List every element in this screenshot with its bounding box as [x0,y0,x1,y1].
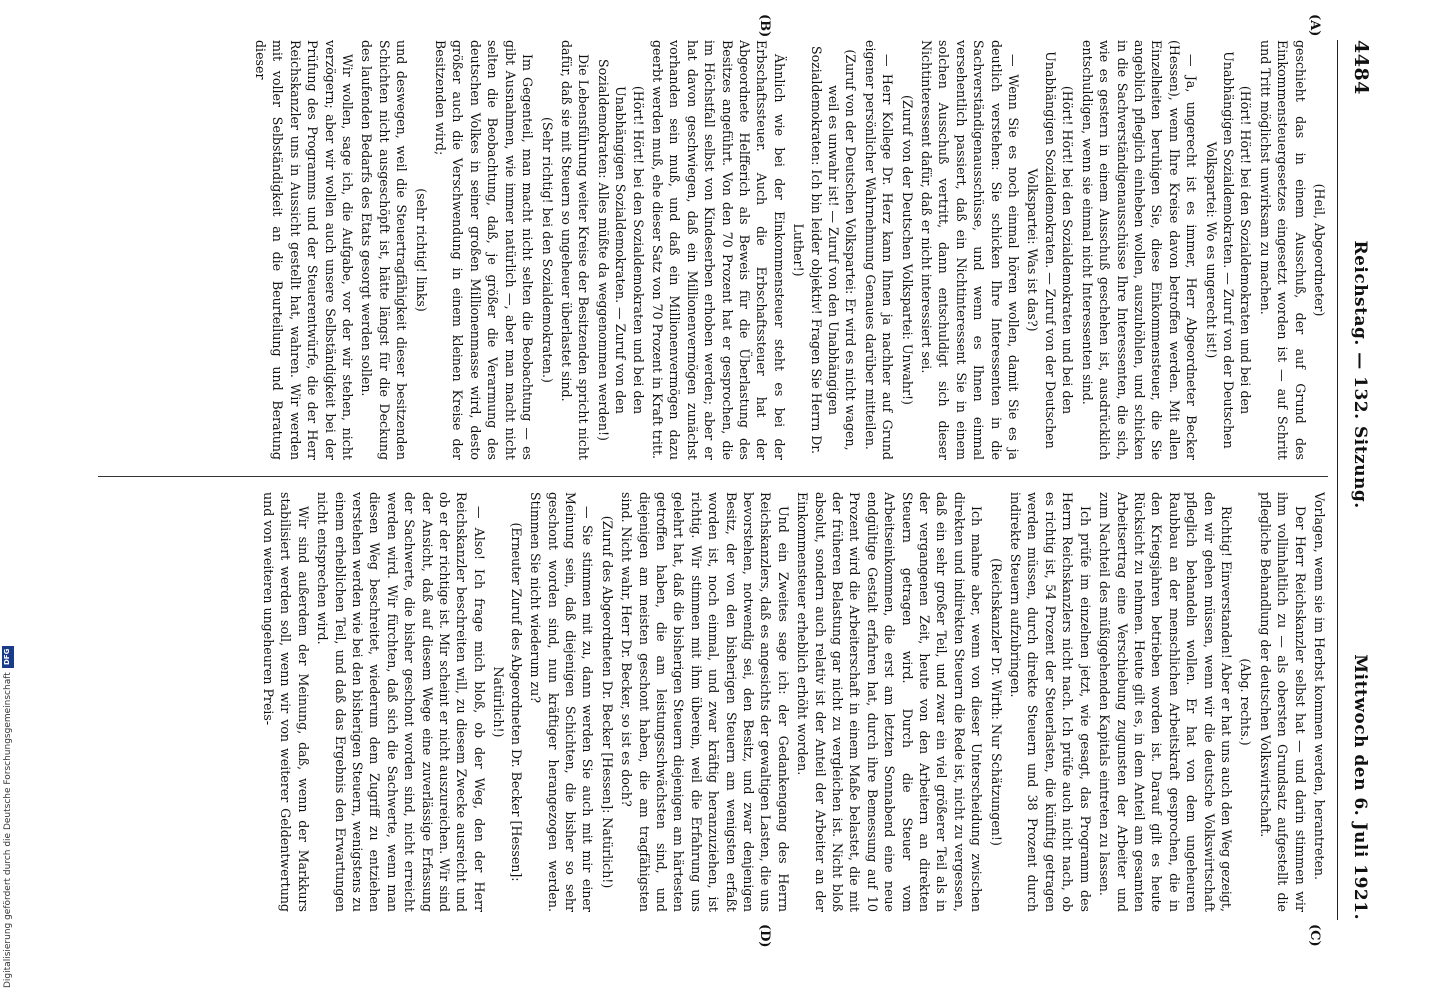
right-column [88,492,1328,912]
paragraph: (Heil, Abgeordneter) [1312,183,1327,317]
margin-marker-b: (B) [757,14,772,38]
paragraph: (Reichskanzler Dr. Wirth: Nur Schätzungen!) [988,558,1004,846]
paragraph: Vorlagen, wenn sie im Herbst kommen werden, herantreten. [1312,492,1327,881]
paragraph: (Erneuter Zuruf des Abgeordneten Dr. Becker [Hessen]: Natürlich!) [491,522,524,882]
margin-marker-a: (A) [1307,14,1322,37]
page-date: Mittwoch den 6. Juli 1921. [1350,654,1370,920]
paragraph: Und ein Zweites sage ich: der Gedankengang des Herrn Reichskanzlers, daß es angesichts der gewaltigen Lasten, die uns bevorstehen, notwendig sei, den Besitz, und zwar denjenigen Besitz, der von den bisherigen Steuern am wenigsten erfaßt worden ist, noch einmal, und zwar kräftig heranzuziehen, ist richtig. Wir stimmen mit ihm überein, weil die Erfahrung uns gelehrt hat, daß die bisherigen Steuern diejenigen am härtesten getroffen haben, die am leistungsschwächsten sind, und diejenigen am meisten geschont haben, die am tragfähigsten sind. Nicht wahr, Herr Dr. Becker, so ist es doch? [619,492,791,912]
credit-text: Digitalisierung gefördert durch die Deutsche Forschungsgemeinschaft [3,672,13,988]
left-column [88,40,1328,460]
rotated-page [82,14,1372,948]
paragraph: und deswegen, weil die Steuertragfähigkeit dieser besitzenden Schichten nicht ausgeschöpft ist, hätte längst für die Deckung des laufenden Bedarfs des Etats gesorgt werden sollen. [359,40,410,460]
page-header [1337,40,1372,920]
paragraph: (Hört! Hört! bei den Sozialdemokraten und bei den Unabhängigen Sozialdemokraten. — Zuruf von den Sozialdemokraten: Alles müßte da weggenommen werden!) [595,59,646,441]
paragraph: (Hört! Hört! bei den Sozialdemokraten und bei den Unabhängigen Sozialdemokraten. — Zuruf von der Deutschen Volkspartei: Was ist das?) [1025,51,1076,449]
paragraph: (Zuruf von der Deutschen Volkspartei: Er wird es nicht wagen, weil es unwahr ist! — Zuruf von den Unabhängigen Sozialdemokraten: Ich bin leider objektiv! Fragen Sie Herrn Dr. Luther!) [791,45,859,455]
paragraph: — Also! Ich frage mich bloß, ob der Weg, den der Herr Reichskanzler beschreiten will, zu diesem Zwecke ausreicht und ob er der richtige ist. Mir scheint er nicht auszureichen. Wir sind der Ansicht, daß auf diesem Wege eine zuverlässige Erfassung der Sachwerte, die bisher geschont worden sind, nicht erreicht werden wird. Wir fürchten, daß sich die Sachwerte, wenn man diesen Weg beschreitet, wiederum dem Zugriff zu entziehen verstehen werden wie bei den bisherigen Steuern, wenigstens zu einem erheblichen Teil, und daß das Ergebnis den Erwartungen nicht entsprechen wird. [315,492,487,912]
paragraph: Der Herr Reichskanzler selbst hat — und darin stimmen wir ihm vollinhaltlich zu — als obersten Grundsatz aufgestellt die pflegliche Behandlung der deutschen Volkswirtschaft. [1257,492,1308,912]
paragraph: (Zuruf des Abgeordneten Dr. Becker [Hessen]: Natürlich!) [599,515,615,889]
digitization-credit [2,608,14,988]
margin-marker-c: (C) [1307,924,1322,947]
paragraph: (Hört! Hört! bei den Sozialdemokraten und bei den Unabhängigen Sozialdemokraten. — Zuruf von der Deutschen Volkspartei: Wo es ungerecht ist!) [1203,51,1254,449]
margin-marker-d: (D) [757,924,772,948]
paragraph: Wir sind außerdem der Meinung, daß, wenn der Markkurs stabilisiert werden soll, wenn wir von weiterer Geldentwertung und von weiteren ungeheuren Preis- [261,492,311,912]
paragraph: (Zuruf von der Deutschen Volkspartei: Unwahr!) [899,95,915,405]
paragraph: Wir wollen, sage ich, die Aufgabe, vor der wir stehen, nicht verzögern; aber wir wollen auch unsere Selbständigkeit bei der Prüfung des Programms und der Steuerentwürfe, die der Herr Reichskanzler uns in Aussicht gestellt hat, wahren. Wir werden mit voller Selbständigkeit an die Beurteilung und Beratung dieser [253,40,356,460]
paragraph: — Sie stimmen mit zu, dann werden Sie auch mit mir einer Meinung sein, daß diejenigen Schichten, die bisher so sehr geschont worden sind, nun kräftiger herangezogen werden. Stimmen Sie nicht wiederum zu? [528,492,596,912]
paragraph: Im Gegenteil, man macht nicht selten die Beobachtung — es gibt Ausnahmen, wie immer natürlich —, aber man macht nicht selten die Beobachtung, daß, je größer die Verarmung des deutschen Volkes in seiner großen Millionenmasse wird, desto größer auch die Verschwendung in einem kleinen Kreise der Besitzenden wird; [433,40,536,460]
paragraph: — Herr Kollege Dr. Herz kann Ihnen ja nachher auf Grund eigener persönlicher Wahrnehmung Genaues darüber mitteilen. [862,40,896,460]
column-divider [98,476,1328,477]
dfg-logo-icon: DFG [2,646,14,668]
paragraph: Richtig! Einverstanden! Aber er hat uns auch den Weg gezeigt, den wir gehen müssen, wenn wir die deutsche Volkswirtschaft pfleglich behandeln wollen. Er hat von dem ungeheuren Raubbau an der menschlichen Arbeitskraft gesprochen, die in den Kriegsjahren betrieben worden ist. Darauf gilt es heute Rücksicht zu nehmen. Heute gilt es, in dem Anteil am gesamten Arbeitsertrag eine Verschiebung zugunsten der Arbeiter und zum Nachteil des müßiggehenden Kapitals eintreten zu lassen. [1097,492,1234,912]
paragraph: Ich mahne aber, wenn von dieser Unterscheidung zwischen direkten und indirekten Steuern die Rede ist, nicht zu vergessen, daß ein sehr großer Teil, und zwar ein viel größerer Teil als in der vergangenen Zeit, heute von den Arbeitern an direkten Steuern getragen wird. Durch die Steuer vom Arbeitseinkommen, die erst am letzten Sonnabend eine neue endgültige Gestalt erfahren hat, durch ihre Bemessung auf 10 Prozent wird die Arbeiterschaft in einem Maße belastet, die mit der früheren Belastung gar nicht zu vergleichen ist. Nicht bloß absolut, sondern auch relativ ist der Anteil der Arbeiter an der Einkommensteuer erheblich erhöht worden. [795,492,985,912]
page-title: Reichstag. — 132. Sitzung. [1350,240,1370,509]
paragraph: (Abg. rechts.) [1238,658,1254,746]
paragraph: (sehr richtig! links) [413,188,429,312]
paragraph: Ich prüfe im einzelnen jetzt, wie gesagt, das Programm des Herrn Reichskanzlers nicht nach. Ich prüfe auch nicht nach, ob es richtig ist, 54 Prozent der Steuerlasten, die künftig getragen werden müssen, durch direkte Steuern und 38 Prozent durch indirekte Steuern aufzubringen. [1008,492,1093,912]
page-number: 4484 [1350,40,1372,95]
paragraph: Ähnlich wie bei der Einkommensteuer steht es bei der Erbschaftssteuer. Auch die Erbschaftssteuer hat der Abgeordnete Helfferich als Beweis für die Überlastung des Besitzes angeführt. Von den 70 Prozent hat er gesprochen, die im Höchstfall selbst von Kindeserben erhoben werden; aber er hat davon geschwiegen, daß ein Millionenvermögen zunächst vorhanden sein muß, und daß ein Millionenvermögen dazu geerbt werden muß, ehe dieser Satz von 70 Prozent in Kraft tritt. [649,40,787,460]
paragraph: Die Lebensführung weiter Kreise der Besitzenden spricht nicht dafür, daß sie mit Steuern so ungeheuer überlastet sind. [558,40,592,460]
paragraph: — Ja, ungerecht ist es immer, Herr Abgeordneter Becker (Hessen), wenn Ihre Kreise davon betroffen werden. Mit allen Einzelheiten beruhigen Sie, diese Einkommensteuer, die Sie angeblich pfleglich einheben wollen, auszuhöhlen, und schicken in die Sachverständigenausschüsse Ihre Interessenten, die sich, wie es gestern in einem Ausschuß geschehen ist, ausdrücklich entschuldigen, wenn sie einmal nicht Interessenten sind. [1079,40,1200,460]
paragraph: geschieht das in einem Ausschuß, der auf Grund des Einkommensteuergesetzes eingesetzt worden ist — auf Schritt und Tritt möglichst unwirksam zu machen. [1257,40,1308,460]
paragraph: (Sehr richtig! bei den Sozialdemokraten.) [539,117,555,383]
paragraph: — Wenn Sie es noch einmal hören wollen, damit Sie es ja deutlich verstehen: Sie schicken Ihre Interessenten in die Sachverständigenausschüsse, und wenn es Ihnen einmal versehentlich passiert, daß ein Nichtinteressent Sie in einem solchen Ausschuß vertritt, dann entschuldigt sich dieser Nichtinteressent dafür, daß er nicht interessiert sei. [919,40,1022,460]
